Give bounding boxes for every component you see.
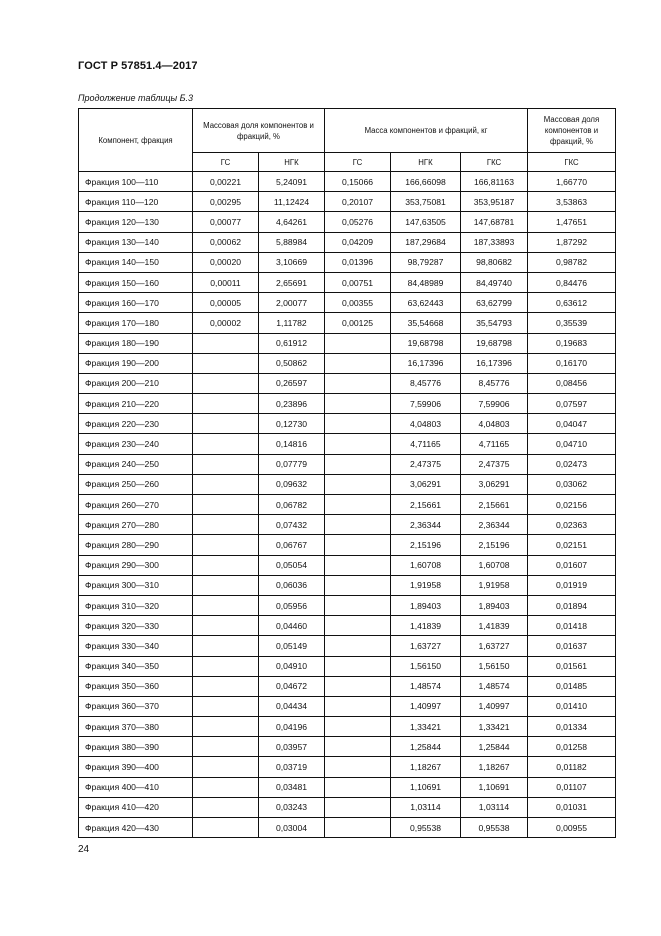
table-body [79,172,616,838]
cell-ngk-mass: 84,48989 [391,272,461,292]
cell-component: Фракция 300—310 [79,575,193,595]
cell-gks-fraction: 0,01485 [528,676,616,696]
table-row [79,434,616,454]
cell-gks-fraction: 0,01258 [528,737,616,757]
table-row [79,616,616,636]
cell-gks-fraction: 0,01031 [528,797,616,817]
cell-component: Фракция 310—320 [79,595,193,615]
table-caption: Продолжение таблицы Б.3 [78,93,194,103]
cell-component: Фракция 390—400 [79,757,193,777]
cell-gs-mass [325,394,391,414]
cell-gs-mass [325,495,391,515]
cell-ngk-mass: 3,06291 [391,474,461,494]
cell-component: Фракция 370—380 [79,717,193,737]
cell-ngk-mass: 166,66098 [391,172,461,192]
cell-gks-mass: 1,40997 [461,696,528,716]
cell-gks-mass: 1,03114 [461,797,528,817]
cell-gs-mass [325,333,391,353]
cell-ngk-fraction: 1,11782 [259,313,325,333]
table-row [79,555,616,575]
cell-component: Фракция 270—280 [79,515,193,535]
cell-ngk-mass: 147,63505 [391,212,461,232]
subheader-gks: ГКС [528,153,616,172]
table-row [79,252,616,272]
cell-ngk-fraction: 0,05956 [259,595,325,615]
cell-gks-mass: 1,41839 [461,616,528,636]
cell-ngk-mass: 1,89403 [391,595,461,615]
table-row [79,595,616,615]
cell-component: Фракция 180—190 [79,333,193,353]
cell-gks-mass: 4,71165 [461,434,528,454]
cell-gs-fraction: 0,00002 [193,313,259,333]
cell-gs-fraction [193,797,259,817]
cell-gks-fraction: 0,01334 [528,717,616,737]
cell-gs-mass [325,595,391,615]
cell-gs-mass [325,515,391,535]
table-row [79,676,616,696]
cell-gks-mass: 1,10691 [461,777,528,797]
cell-gks-mass: 147,68781 [461,212,528,232]
cell-gs-mass [325,737,391,757]
cell-ngk-fraction: 0,03004 [259,818,325,838]
table-row [79,797,616,817]
cell-ngk-fraction: 11,12424 [259,192,325,212]
cell-component: Фракция 380—390 [79,737,193,757]
cell-gks-fraction: 0,01107 [528,777,616,797]
cell-gs-fraction [193,394,259,414]
cell-gs-mass [325,454,391,474]
cell-component: Фракция 220—230 [79,414,193,434]
header-component: Компонент, фракция [79,109,193,172]
cell-component: Фракция 420—430 [79,818,193,838]
cell-component: Фракция 410—420 [79,797,193,817]
cell-gs-mass [325,797,391,817]
cell-gs-mass [325,353,391,373]
cell-gks-fraction: 0,63612 [528,293,616,313]
cell-gs-fraction: 0,00020 [193,252,259,272]
cell-gks-mass: 63,62799 [461,293,528,313]
cell-gks-mass: 1,25844 [461,737,528,757]
cell-gs-mass [325,757,391,777]
cell-gks-mass: 2,15661 [461,495,528,515]
cell-ngk-fraction: 0,06036 [259,575,325,595]
cell-gks-fraction: 0,98782 [528,252,616,272]
cell-gks-fraction: 0,01894 [528,595,616,615]
cell-gks-fraction: 0,02473 [528,454,616,474]
cell-component: Фракция 210—220 [79,394,193,414]
cell-gks-mass: 16,17396 [461,353,528,373]
table-row [79,515,616,535]
cell-gks-mass: 84,49740 [461,272,528,292]
cell-ngk-mass: 1,10691 [391,777,461,797]
cell-gks-fraction: 0,01410 [528,696,616,716]
table-row [79,313,616,333]
cell-gs-mass [325,555,391,575]
cell-component: Фракция 350—360 [79,676,193,696]
cell-gs-fraction [193,414,259,434]
table-row [79,172,616,192]
cell-ngk-fraction: 3,10669 [259,252,325,272]
cell-gs-fraction [193,495,259,515]
cell-gs-mass [325,535,391,555]
cell-gs-mass: 0,05276 [325,212,391,232]
cell-gks-fraction: 0,19683 [528,333,616,353]
cell-gs-fraction [193,636,259,656]
cell-gks-mass: 1,33421 [461,717,528,737]
table-row [79,192,616,212]
cell-ngk-fraction: 0,50862 [259,353,325,373]
cell-component: Фракция 120—130 [79,212,193,232]
cell-component: Фракция 150—160 [79,272,193,292]
cell-gks-fraction: 0,01418 [528,616,616,636]
cell-ngk-fraction: 0,23896 [259,394,325,414]
cell-gs-mass [325,474,391,494]
cell-gs-fraction [193,535,259,555]
cell-ngk-mass: 16,17396 [391,353,461,373]
cell-gs-fraction [193,595,259,615]
table-row [79,414,616,434]
cell-ngk-fraction: 0,05149 [259,636,325,656]
cell-gs-mass: 0,00751 [325,272,391,292]
cell-ngk-mass: 1,25844 [391,737,461,757]
cell-gs-mass [325,373,391,393]
cell-gks-fraction: 0,01607 [528,555,616,575]
table-row [79,495,616,515]
cell-ngk-mass: 35,54668 [391,313,461,333]
cell-ngk-mass: 7,59906 [391,394,461,414]
cell-gks-mass: 187,33893 [461,232,528,252]
cell-component: Фракция 100—110 [79,172,193,192]
cell-ngk-mass: 2,15661 [391,495,461,515]
cell-gks-fraction: 0,08456 [528,373,616,393]
cell-ngk-mass: 1,03114 [391,797,461,817]
cell-gs-mass: 0,00125 [325,313,391,333]
cell-gs-mass [325,777,391,797]
cell-gks-mass: 0,95538 [461,818,528,838]
cell-ngk-fraction: 0,03719 [259,757,325,777]
cell-ngk-fraction: 2,65691 [259,272,325,292]
cell-ngk-mass: 8,45776 [391,373,461,393]
cell-gs-mass: 0,15066 [325,172,391,192]
cell-ngk-fraction: 0,03481 [259,777,325,797]
cell-gks-fraction: 0,04047 [528,414,616,434]
subheader-gks-mass: ГКС [461,153,528,172]
cell-gks-mass: 166,81163 [461,172,528,192]
cell-ngk-mass: 1,91958 [391,575,461,595]
cell-gs-fraction [193,515,259,535]
cell-gs-fraction [193,818,259,838]
cell-component: Фракция 290—300 [79,555,193,575]
cell-ngk-fraction: 0,14816 [259,434,325,454]
table-row [79,656,616,676]
cell-ngk-fraction: 2,00077 [259,293,325,313]
cell-ngk-mass: 4,04803 [391,414,461,434]
cell-gs-fraction: 0,00062 [193,232,259,252]
cell-ngk-mass: 2,36344 [391,515,461,535]
cell-component: Фракция 140—150 [79,252,193,272]
cell-component: Фракция 190—200 [79,353,193,373]
cell-ngk-mass: 98,79287 [391,252,461,272]
cell-gs-mass [325,656,391,676]
cell-gs-fraction [193,555,259,575]
table-row [79,757,616,777]
cell-gks-fraction: 1,87292 [528,232,616,252]
cell-gs-mass [325,636,391,656]
cell-gs-mass: 0,04209 [325,232,391,252]
header-mass-group: Масса компонентов и фракций, кг [325,109,528,153]
cell-gks-fraction: 0,84476 [528,272,616,292]
subheader-gs-mass: ГС [325,153,391,172]
cell-gks-fraction: 1,66770 [528,172,616,192]
table-row [79,212,616,232]
cell-gks-fraction: 0,03062 [528,474,616,494]
cell-gs-fraction [193,434,259,454]
cell-gks-mass: 3,06291 [461,474,528,494]
cell-ngk-mass: 1,63727 [391,636,461,656]
cell-ngk-fraction: 0,04460 [259,616,325,636]
cell-gs-fraction [193,333,259,353]
cell-ngk-fraction: 0,04910 [259,656,325,676]
cell-ngk-mass: 19,68798 [391,333,461,353]
cell-gks-fraction: 0,02151 [528,535,616,555]
cell-ngk-fraction: 0,09632 [259,474,325,494]
cell-gs-mass: 0,00355 [325,293,391,313]
table-row [79,272,616,292]
cell-gks-mass: 98,80682 [461,252,528,272]
cell-gks-mass: 2,36344 [461,515,528,535]
page-number: 24 [78,844,90,855]
cell-gks-fraction: 0,00955 [528,818,616,838]
cell-ngk-mass: 1,48574 [391,676,461,696]
cell-component: Фракция 200—210 [79,373,193,393]
cell-gs-mass [325,717,391,737]
cell-ngk-fraction: 0,03243 [259,797,325,817]
cell-ngk-fraction: 0,61912 [259,333,325,353]
cell-gs-fraction [193,616,259,636]
cell-ngk-mass: 2,15196 [391,535,461,555]
cell-gs-fraction [193,676,259,696]
table-row [79,535,616,555]
table-row [79,636,616,656]
cell-gks-fraction: 0,02363 [528,515,616,535]
table-row [79,232,616,252]
cell-component: Фракция 230—240 [79,434,193,454]
cell-gks-mass: 353,95187 [461,192,528,212]
table-row [79,717,616,737]
cell-gs-fraction [193,656,259,676]
subheader-ngk-mass: НГК [391,153,461,172]
cell-ngk-mass: 1,56150 [391,656,461,676]
cell-ngk-fraction: 0,05054 [259,555,325,575]
table-row [79,818,616,838]
cell-gs-fraction [193,373,259,393]
cell-gks-fraction: 0,16170 [528,353,616,373]
cell-gs-mass [325,414,391,434]
data-table [78,108,616,838]
cell-ngk-fraction: 0,26597 [259,373,325,393]
cell-component: Фракция 170—180 [79,313,193,333]
cell-gs-fraction: 0,00011 [193,272,259,292]
cell-gks-mass: 7,59906 [461,394,528,414]
cell-gs-fraction [193,575,259,595]
cell-gks-mass: 1,91958 [461,575,528,595]
cell-ngk-fraction: 0,04434 [259,696,325,716]
table-row [79,333,616,353]
cell-component: Фракция 260—270 [79,495,193,515]
cell-gs-fraction: 0,00221 [193,172,259,192]
cell-ngk-mass: 187,29684 [391,232,461,252]
cell-gks-fraction: 0,02156 [528,495,616,515]
table-row [79,293,616,313]
table-row [79,474,616,494]
cell-component: Фракция 160—170 [79,293,193,313]
cell-gks-mass: 19,68798 [461,333,528,353]
cell-gks-mass: 2,47375 [461,454,528,474]
cell-gs-fraction: 0,00295 [193,192,259,212]
cell-gks-fraction: 1,47651 [528,212,616,232]
cell-gks-fraction: 0,01561 [528,656,616,676]
cell-ngk-mass: 0,95538 [391,818,461,838]
cell-gs-mass [325,434,391,454]
cell-gks-fraction: 0,35539 [528,313,616,333]
cell-ngk-fraction: 0,04196 [259,717,325,737]
document-header: ГОСТ Р 57851.4—2017 [78,60,198,72]
cell-gs-fraction [193,717,259,737]
cell-gks-fraction: 0,07597 [528,394,616,414]
cell-ngk-fraction: 4,64261 [259,212,325,232]
cell-component: Фракция 340—350 [79,656,193,676]
cell-gs-fraction [193,737,259,757]
cell-gks-mass: 1,18267 [461,757,528,777]
cell-gks-mass: 4,04803 [461,414,528,434]
cell-component: Фракция 110—120 [79,192,193,212]
cell-gs-fraction [193,353,259,373]
header-mass-fraction-gks-group: Массовая доля компонентов и фракций, % [528,109,616,153]
cell-ngk-mass: 4,71165 [391,434,461,454]
cell-gs-fraction: 0,00077 [193,212,259,232]
cell-gks-mass: 35,54793 [461,313,528,333]
cell-gks-fraction: 0,01182 [528,757,616,777]
cell-gs-mass [325,696,391,716]
cell-ngk-fraction: 5,88984 [259,232,325,252]
table-row [79,353,616,373]
cell-gks-mass: 1,63727 [461,636,528,656]
cell-gs-mass [325,616,391,636]
cell-gks-mass: 2,15196 [461,535,528,555]
cell-gks-fraction: 0,04710 [528,434,616,454]
cell-component: Фракция 330—340 [79,636,193,656]
cell-gs-fraction [193,757,259,777]
subheader-gs: ГС [193,153,259,172]
cell-component: Фракция 130—140 [79,232,193,252]
table-row [79,394,616,414]
cell-gs-fraction [193,454,259,474]
cell-gks-mass: 1,89403 [461,595,528,615]
cell-ngk-mass: 353,75081 [391,192,461,212]
cell-ngk-mass: 63,62443 [391,293,461,313]
cell-component: Фракция 240—250 [79,454,193,474]
cell-component: Фракция 320—330 [79,616,193,636]
cell-gks-fraction: 3,53863 [528,192,616,212]
header-mass-fraction-group: Массовая доля компонентов и фракций, % [193,109,325,153]
cell-ngk-fraction: 0,07779 [259,454,325,474]
cell-gks-mass: 1,60708 [461,555,528,575]
cell-ngk-mass: 1,40997 [391,696,461,716]
cell-ngk-fraction: 0,07432 [259,515,325,535]
cell-gs-mass: 0,20107 [325,192,391,212]
cell-component: Фракция 400—410 [79,777,193,797]
cell-ngk-mass: 2,47375 [391,454,461,474]
table-row [79,777,616,797]
cell-ngk-fraction: 5,24091 [259,172,325,192]
cell-component: Фракция 250—260 [79,474,193,494]
table-row [79,454,616,474]
cell-gks-fraction: 0,01919 [528,575,616,595]
cell-gks-fraction: 0,01637 [528,636,616,656]
cell-ngk-fraction: 0,03957 [259,737,325,757]
cell-component: Фракция 280—290 [79,535,193,555]
cell-component: Фракция 360—370 [79,696,193,716]
table-row [79,575,616,595]
cell-ngk-mass: 1,60708 [391,555,461,575]
cell-gks-mass: 1,48574 [461,676,528,696]
cell-gs-fraction: 0,00005 [193,293,259,313]
cell-gs-mass [325,575,391,595]
cell-gs-mass [325,676,391,696]
cell-gks-mass: 8,45776 [461,373,528,393]
table-row [79,737,616,757]
cell-gks-mass: 1,56150 [461,656,528,676]
cell-ngk-mass: 1,41839 [391,616,461,636]
cell-ngk-fraction: 0,06782 [259,495,325,515]
table-row [79,373,616,393]
cell-gs-fraction [193,696,259,716]
cell-ngk-mass: 1,33421 [391,717,461,737]
cell-ngk-fraction: 0,04672 [259,676,325,696]
cell-ngk-fraction: 0,06767 [259,535,325,555]
cell-gs-mass [325,818,391,838]
cell-ngk-mass: 1,18267 [391,757,461,777]
cell-gs-fraction [193,777,259,797]
table-row [79,696,616,716]
cell-ngk-fraction: 0,12730 [259,414,325,434]
cell-gs-fraction [193,474,259,494]
subheader-ngk: НГК [259,153,325,172]
cell-gs-mass: 0,01396 [325,252,391,272]
